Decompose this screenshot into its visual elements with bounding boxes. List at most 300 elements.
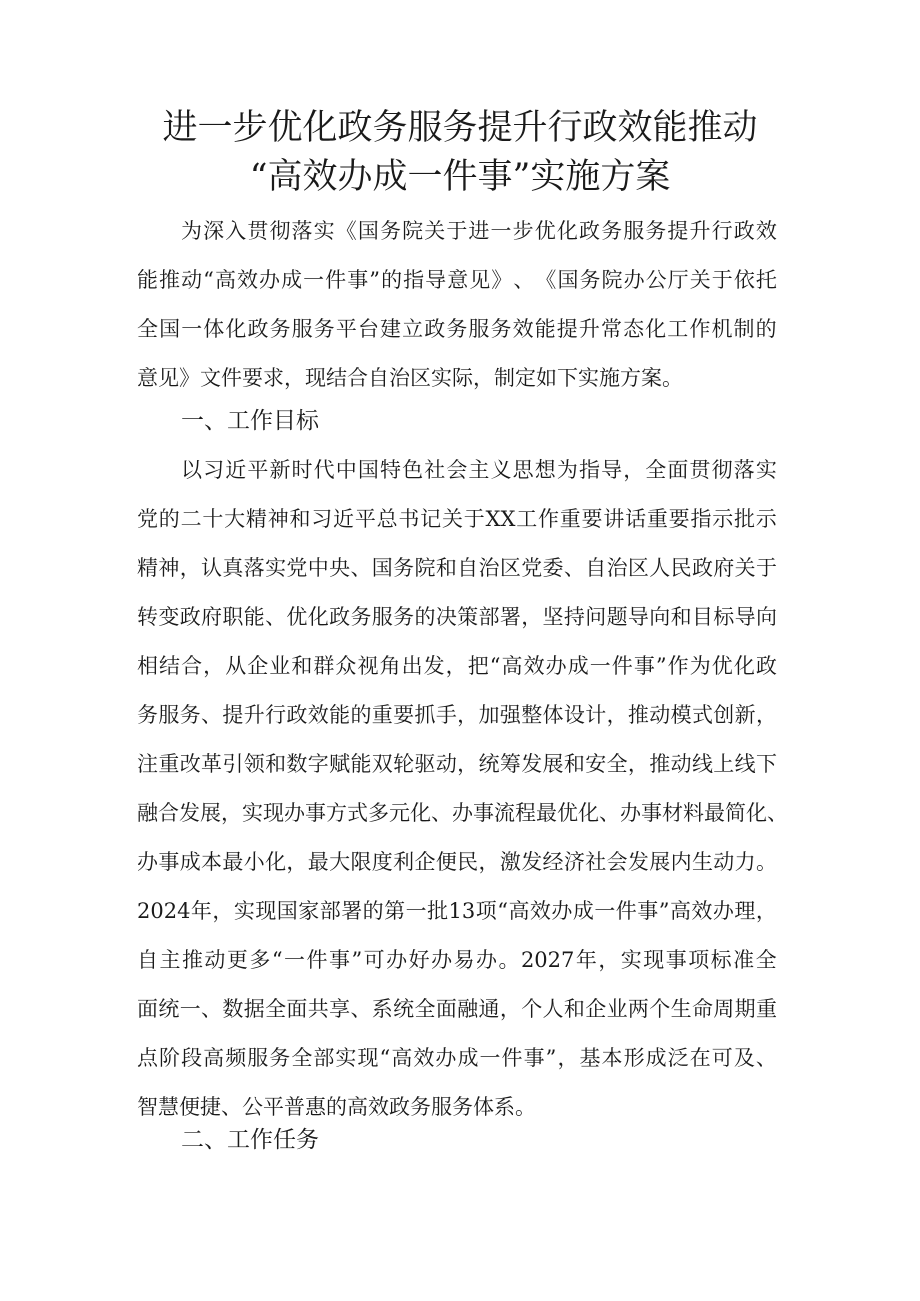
text-glyph: 重 <box>158 752 180 776</box>
text-glyph: 成 <box>281 268 303 292</box>
text-glyph: 服 <box>623 219 645 243</box>
text-glyph: 以 <box>181 458 202 482</box>
text-glyph: 生 <box>691 850 713 874</box>
text-glyph: 频 <box>225 1046 247 1070</box>
text-glyph: 动 <box>435 752 457 776</box>
text-glyph: 立 <box>402 317 424 341</box>
text-glyph: 全 <box>265 997 287 1021</box>
text-glyph: 高 <box>501 654 523 678</box>
text-glyph: 升 <box>689 219 711 243</box>
text-glyph: 事 <box>473 801 494 825</box>
text-glyph: 。 <box>498 948 520 972</box>
text-glyph: 可 <box>711 1046 733 1070</box>
text-glyph: 两 <box>627 997 649 1021</box>
text-glyph: 方 <box>326 801 347 825</box>
text-glyph: 政 <box>247 317 269 341</box>
text-glyph: 结 <box>159 654 181 678</box>
text-glyph: 准 <box>733 948 755 972</box>
text-glyph: 成 <box>567 654 589 678</box>
text-glyph: 个 <box>649 997 671 1021</box>
text-line <box>137 599 777 635</box>
text-glyph: 要 <box>393 703 415 727</box>
text-glyph: 区 <box>627 556 649 580</box>
text-glyph: 治 <box>606 556 628 580</box>
text-glyph: 办 <box>623 268 645 292</box>
text-glyph: 限 <box>350 850 372 874</box>
text-glyph: 多 <box>368 801 389 825</box>
text-glyph: 成 <box>572 899 594 923</box>
text-glyph: “ <box>497 899 508 923</box>
text-glyph: 动 <box>204 948 226 972</box>
text-glyph: 提 <box>222 703 244 727</box>
text-glyph: 现 <box>255 899 277 923</box>
text-glyph: 事 <box>347 268 369 292</box>
text-glyph: 治 <box>478 556 500 580</box>
text-glyph: 变 <box>158 605 180 629</box>
text-glyph: 享 <box>329 997 351 1021</box>
text-glyph: 贯 <box>247 219 269 243</box>
text-glyph: 周 <box>713 997 735 1021</box>
text-glyph: 转 <box>137 605 158 629</box>
text-glyph: 平 <box>335 317 357 341</box>
text-glyph: 制 <box>733 317 755 341</box>
text-glyph: 双 <box>371 752 393 776</box>
text-glyph: 化 <box>733 654 755 678</box>
text-glyph: 面 <box>286 997 308 1021</box>
text-glyph: 为 <box>181 219 202 243</box>
text-glyph: 动 <box>649 703 671 727</box>
text-glyph: 政 <box>755 654 777 678</box>
text-line <box>137 746 777 782</box>
text-glyph: ， <box>478 850 500 874</box>
text-glyph: 高 <box>391 1046 413 1070</box>
text-glyph: 业 <box>606 997 628 1021</box>
text-glyph: 理 <box>734 899 756 923</box>
text-glyph: 通 <box>478 997 500 1021</box>
text-glyph: 众 <box>335 654 357 678</box>
text-glyph: 济 <box>563 850 585 874</box>
text-glyph: XX <box>485 507 516 531</box>
text-glyph: 13 <box>448 899 476 923</box>
text-glyph: ， <box>623 458 645 482</box>
text-glyph: ” <box>351 948 363 972</box>
text-glyph: 近 <box>225 458 247 482</box>
text-glyph: 府 <box>713 556 735 580</box>
text-glyph: 意 <box>447 268 469 292</box>
text-glyph: 十 <box>202 507 224 531</box>
text-glyph: 下 <box>755 752 777 776</box>
text-glyph: 能 <box>329 703 351 727</box>
text-glyph: 件 <box>306 948 328 972</box>
text-glyph: 和 <box>289 507 311 531</box>
text-glyph: 效 <box>512 317 534 341</box>
text-glyph: 事 <box>633 654 655 678</box>
text-glyph: 多 <box>249 948 271 972</box>
text-glyph: 为 <box>689 654 711 678</box>
text-glyph: 便 <box>435 850 457 874</box>
text-line: 智慧便捷、公平普惠的高效政务服务体系。 <box>137 1095 536 1119</box>
text-glyph: 事 <box>305 801 326 825</box>
text-glyph: 贯 <box>689 458 711 482</box>
text-glyph: 点 <box>137 1046 158 1070</box>
text-glyph: 化 <box>746 801 767 825</box>
text-glyph: 一 <box>303 268 325 292</box>
text-glyph: 精 <box>245 507 267 531</box>
text-glyph: 决 <box>435 605 457 629</box>
text-glyph: 动 <box>670 752 692 776</box>
text-glyph: 发 <box>521 850 543 874</box>
text-line <box>137 942 777 978</box>
text-glyph: ， <box>557 1046 579 1070</box>
text-glyph: ， <box>286 850 308 874</box>
text-glyph: 实 <box>620 948 642 972</box>
text-glyph: ， <box>627 752 649 776</box>
text-glyph: 、 <box>350 556 372 580</box>
text-glyph: 代 <box>313 458 335 482</box>
text-glyph: 工 <box>516 507 538 531</box>
text-glyph: 务 <box>137 703 158 727</box>
text-glyph: 务 <box>393 605 415 629</box>
text-glyph: 机 <box>711 317 733 341</box>
text-glyph: 行 <box>265 703 287 727</box>
text-line <box>137 648 777 684</box>
text-glyph: 向 <box>649 605 671 629</box>
text-glyph: 政 <box>424 317 446 341</box>
text-glyph: 持 <box>563 605 585 629</box>
text-glyph: 家 <box>298 899 320 923</box>
text-glyph: 事 <box>637 899 659 923</box>
text-glyph: 署 <box>341 899 363 923</box>
text-glyph: ， <box>598 948 620 972</box>
text-glyph: 年 <box>190 899 212 923</box>
text-line: 意见》文件要求，现结合自治区实际，制定如下实施方案。 <box>137 366 683 390</box>
text-glyph: 料 <box>683 801 704 825</box>
text-glyph: 一 <box>479 1046 501 1070</box>
text-line <box>137 550 777 586</box>
text-glyph: 统 <box>393 997 415 1021</box>
text-glyph: 成 <box>457 1046 479 1070</box>
text-glyph: 步 <box>512 219 534 243</box>
text-glyph: 、 <box>431 801 452 825</box>
text-glyph: ” <box>655 654 667 678</box>
text-glyph: 筹 <box>499 752 521 776</box>
text-glyph: 赋 <box>329 752 351 776</box>
text-glyph: 抓 <box>414 703 436 727</box>
text-glyph: 实 <box>335 1046 357 1070</box>
text-glyph: ， <box>521 605 543 629</box>
text-glyph: 主 <box>468 458 490 482</box>
text-glyph: 署 <box>499 605 521 629</box>
text-glyph: 会 <box>446 458 468 482</box>
text-glyph: 平 <box>247 458 269 482</box>
text-glyph: 政 <box>691 556 713 580</box>
text-glyph: 效 <box>523 654 545 678</box>
text-glyph: 实 <box>233 899 255 923</box>
text-glyph: ， <box>755 899 777 923</box>
text-glyph: 批 <box>427 899 449 923</box>
text-glyph: 优 <box>557 801 578 825</box>
text-line <box>137 1040 777 1076</box>
text-glyph: 服 <box>247 1046 269 1070</box>
text-glyph: 二 <box>180 507 202 531</box>
text-glyph: 合 <box>158 801 179 825</box>
text-glyph: 一 <box>490 219 512 243</box>
text-glyph: 批 <box>734 507 755 531</box>
text-glyph: 院 <box>601 268 623 292</box>
text-glyph: 落 <box>291 219 313 243</box>
text-glyph: 公 <box>645 268 667 292</box>
text-glyph: 作 <box>667 654 689 678</box>
text-glyph: 视 <box>357 654 379 678</box>
text-glyph: 民 <box>670 556 692 580</box>
text-glyph: “ <box>271 948 283 972</box>
text-glyph: 度 <box>371 850 393 874</box>
text-glyph: 服 <box>468 317 490 341</box>
text-glyph: 融 <box>457 997 479 1021</box>
text-glyph: 务 <box>379 219 401 243</box>
text-glyph: 办 <box>452 801 473 825</box>
text-glyph: 能 <box>534 317 556 341</box>
text-glyph: 和 <box>670 605 692 629</box>
text-glyph: 最 <box>704 801 725 825</box>
text-glyph: 优 <box>534 219 556 243</box>
text-glyph: 自 <box>137 948 158 972</box>
text-glyph: 人 <box>542 997 564 1021</box>
text-line <box>137 844 777 880</box>
text-glyph: 职 <box>222 605 244 629</box>
text-glyph: 引 <box>222 752 244 776</box>
text-glyph: 面 <box>667 458 689 482</box>
text-glyph: 高 <box>669 899 691 923</box>
text-glyph: 务 <box>313 317 335 341</box>
text-glyph: 指 <box>578 458 600 482</box>
text-glyph: 注 <box>137 752 158 776</box>
text-glyph: 落 <box>243 556 265 580</box>
text-glyph: 实 <box>265 556 287 580</box>
text-glyph: 最 <box>536 801 557 825</box>
text-glyph: 经 <box>542 850 564 874</box>
text-glyph: 共 <box>307 997 329 1021</box>
text-glyph: 发 <box>521 752 543 776</box>
text-glyph: 全 <box>755 948 777 972</box>
text-glyph: 部 <box>313 1046 335 1070</box>
text-glyph: 件 <box>325 268 347 292</box>
text-line <box>181 452 777 488</box>
text-glyph: 国 <box>371 556 393 580</box>
text-glyph: 计 <box>585 703 607 727</box>
document-title-line-2: “高效办成一件事”实施方案 <box>249 157 671 197</box>
text-glyph: 近 <box>333 507 355 531</box>
text-glyph: 示 <box>712 507 734 531</box>
text-glyph: 实 <box>242 801 263 825</box>
text-glyph: 的 <box>414 605 436 629</box>
text-glyph: 激 <box>499 850 521 874</box>
text-glyph: 动 <box>713 850 735 874</box>
text-glyph: 主 <box>159 948 181 972</box>
text-glyph: 泛 <box>667 1046 689 1070</box>
text-glyph: 认 <box>201 556 223 580</box>
text-glyph: 企 <box>585 997 607 1021</box>
text-glyph: 实 <box>755 458 777 482</box>
text-glyph: 常 <box>600 317 622 341</box>
text-glyph: 人 <box>649 556 671 580</box>
text-glyph: 新 <box>269 458 291 482</box>
text-glyph: 展 <box>542 752 564 776</box>
text-glyph: 自 <box>457 556 479 580</box>
text-glyph: 模 <box>670 703 692 727</box>
text-glyph: 的 <box>755 317 777 341</box>
text-glyph: 全 <box>137 317 158 341</box>
text-glyph: 于 <box>711 268 733 292</box>
text-glyph: 现 <box>263 801 284 825</box>
text-glyph: 办 <box>431 948 453 972</box>
text-glyph: 材 <box>662 801 683 825</box>
text-glyph: 一 <box>181 317 203 341</box>
text-glyph: 强 <box>499 703 521 727</box>
text-glyph: 从 <box>225 654 247 678</box>
text-glyph: 政 <box>329 605 351 629</box>
text-glyph: 线 <box>734 752 756 776</box>
text-glyph: 服 <box>158 703 180 727</box>
text-glyph: ” <box>658 899 670 923</box>
text-glyph: 神 <box>158 556 180 580</box>
text-glyph: 业 <box>269 654 291 678</box>
text-glyph: 效 <box>529 899 551 923</box>
text-glyph: 化 <box>225 317 247 341</box>
text-glyph: 面 <box>435 997 457 1021</box>
text-glyph: 效 <box>755 219 777 243</box>
text-glyph: 》 <box>491 268 513 292</box>
text-glyph: 。 <box>755 850 777 874</box>
text-glyph: ， <box>457 752 479 776</box>
text-glyph: 府 <box>201 605 223 629</box>
text-glyph: 内 <box>670 850 692 874</box>
text-glyph: 国 <box>357 458 379 482</box>
text-glyph: 事 <box>523 1046 545 1070</box>
text-glyph: 能 <box>243 605 265 629</box>
text-glyph: 要 <box>668 507 690 531</box>
text-glyph: 流 <box>494 801 515 825</box>
text-glyph: 实 <box>313 219 335 243</box>
text-glyph: 政 <box>286 703 308 727</box>
text-glyph: 工 <box>667 317 689 341</box>
text-glyph: 彻 <box>269 219 291 243</box>
text-glyph: 记 <box>420 507 442 531</box>
text-glyph: 、 <box>350 997 372 1021</box>
text-glyph: 改 <box>179 752 201 776</box>
text-glyph: 简 <box>725 801 746 825</box>
text-glyph: 、 <box>755 1046 777 1070</box>
text-glyph: 导 <box>425 268 447 292</box>
text-glyph: 字 <box>307 752 329 776</box>
text-glyph: 进 <box>468 219 490 243</box>
text-glyph: 一 <box>594 899 616 923</box>
document-title-line-1: 进一步优化政务服务提升行政效能推动 <box>162 108 758 148</box>
text-line <box>137 311 777 347</box>
text-glyph: 中 <box>307 556 329 580</box>
text-glyph: 办 <box>545 654 567 678</box>
text-glyph: 元 <box>389 801 410 825</box>
text-glyph: 讲 <box>603 507 625 531</box>
text-glyph: 2024 <box>137 899 191 923</box>
text-glyph: 数 <box>222 997 244 1021</box>
text-glyph: 件 <box>501 1046 523 1070</box>
text-glyph: 国 <box>357 219 379 243</box>
text-glyph: 化 <box>578 801 599 825</box>
text-glyph: 群 <box>313 654 335 678</box>
text-glyph: 关 <box>441 507 463 531</box>
text-glyph: 部 <box>319 899 341 923</box>
text-glyph: 办 <box>620 801 641 825</box>
text-glyph: 关 <box>424 219 446 243</box>
text-glyph: 标 <box>713 605 735 629</box>
text-glyph: 推 <box>181 948 203 972</box>
text-glyph: 部 <box>478 605 500 629</box>
text-glyph: 、 <box>599 801 620 825</box>
text-glyph: 事 <box>665 948 687 972</box>
text-glyph: 成 <box>179 850 201 874</box>
text-glyph: 统 <box>158 997 180 1021</box>
section-heading-goals: 一、工作目标 <box>181 408 319 434</box>
text-glyph: 指 <box>690 507 712 531</box>
text-glyph: 发 <box>179 801 200 825</box>
text-glyph: 命 <box>691 997 713 1021</box>
text-glyph: 的 <box>381 268 403 292</box>
text-glyph: 、 <box>513 268 535 292</box>
text-glyph: 一 <box>179 997 201 1021</box>
text-glyph: 国 <box>159 317 181 341</box>
text-glyph: 易 <box>453 948 475 972</box>
text-line <box>137 262 777 298</box>
text-glyph: 上 <box>713 752 735 776</box>
text-glyph: 驱 <box>414 752 436 776</box>
text-glyph: 、 <box>265 605 287 629</box>
text-glyph: 设 <box>563 703 585 727</box>
text-glyph: 小 <box>243 850 265 874</box>
text-glyph: 升 <box>578 317 600 341</box>
text-glyph: ， <box>457 703 479 727</box>
text-glyph: 党 <box>137 507 158 531</box>
text-glyph: 关 <box>734 556 756 580</box>
text-glyph: 办 <box>435 1046 457 1070</box>
text-glyph: 态 <box>623 317 645 341</box>
text-glyph: 《 <box>335 219 357 243</box>
text-glyph: 据 <box>243 997 265 1021</box>
text-glyph: 的 <box>350 703 372 727</box>
text-glyph: 融 <box>137 801 158 825</box>
text-glyph: 及 <box>733 1046 755 1070</box>
text-glyph: 务 <box>579 268 601 292</box>
text-glyph: 办 <box>284 801 305 825</box>
text-glyph: 办 <box>259 268 281 292</box>
text-glyph: 务 <box>490 317 512 341</box>
text-glyph: “ <box>379 1046 391 1070</box>
text-glyph: 色 <box>402 458 424 482</box>
text-glyph: 段 <box>181 1046 203 1070</box>
text-line <box>137 795 788 831</box>
text-glyph: 推 <box>159 268 181 292</box>
text-glyph: 化 <box>556 219 578 243</box>
text-glyph: 发 <box>627 850 649 874</box>
text-glyph: 务 <box>601 219 623 243</box>
text-glyph: 体 <box>542 703 564 727</box>
text-glyph: 坚 <box>542 605 564 629</box>
text-glyph: 办 <box>476 948 497 972</box>
text-glyph: ， <box>203 654 225 678</box>
text-glyph: 导 <box>601 458 623 482</box>
text-glyph: 件 <box>611 654 633 678</box>
text-glyph: “ <box>203 268 214 292</box>
